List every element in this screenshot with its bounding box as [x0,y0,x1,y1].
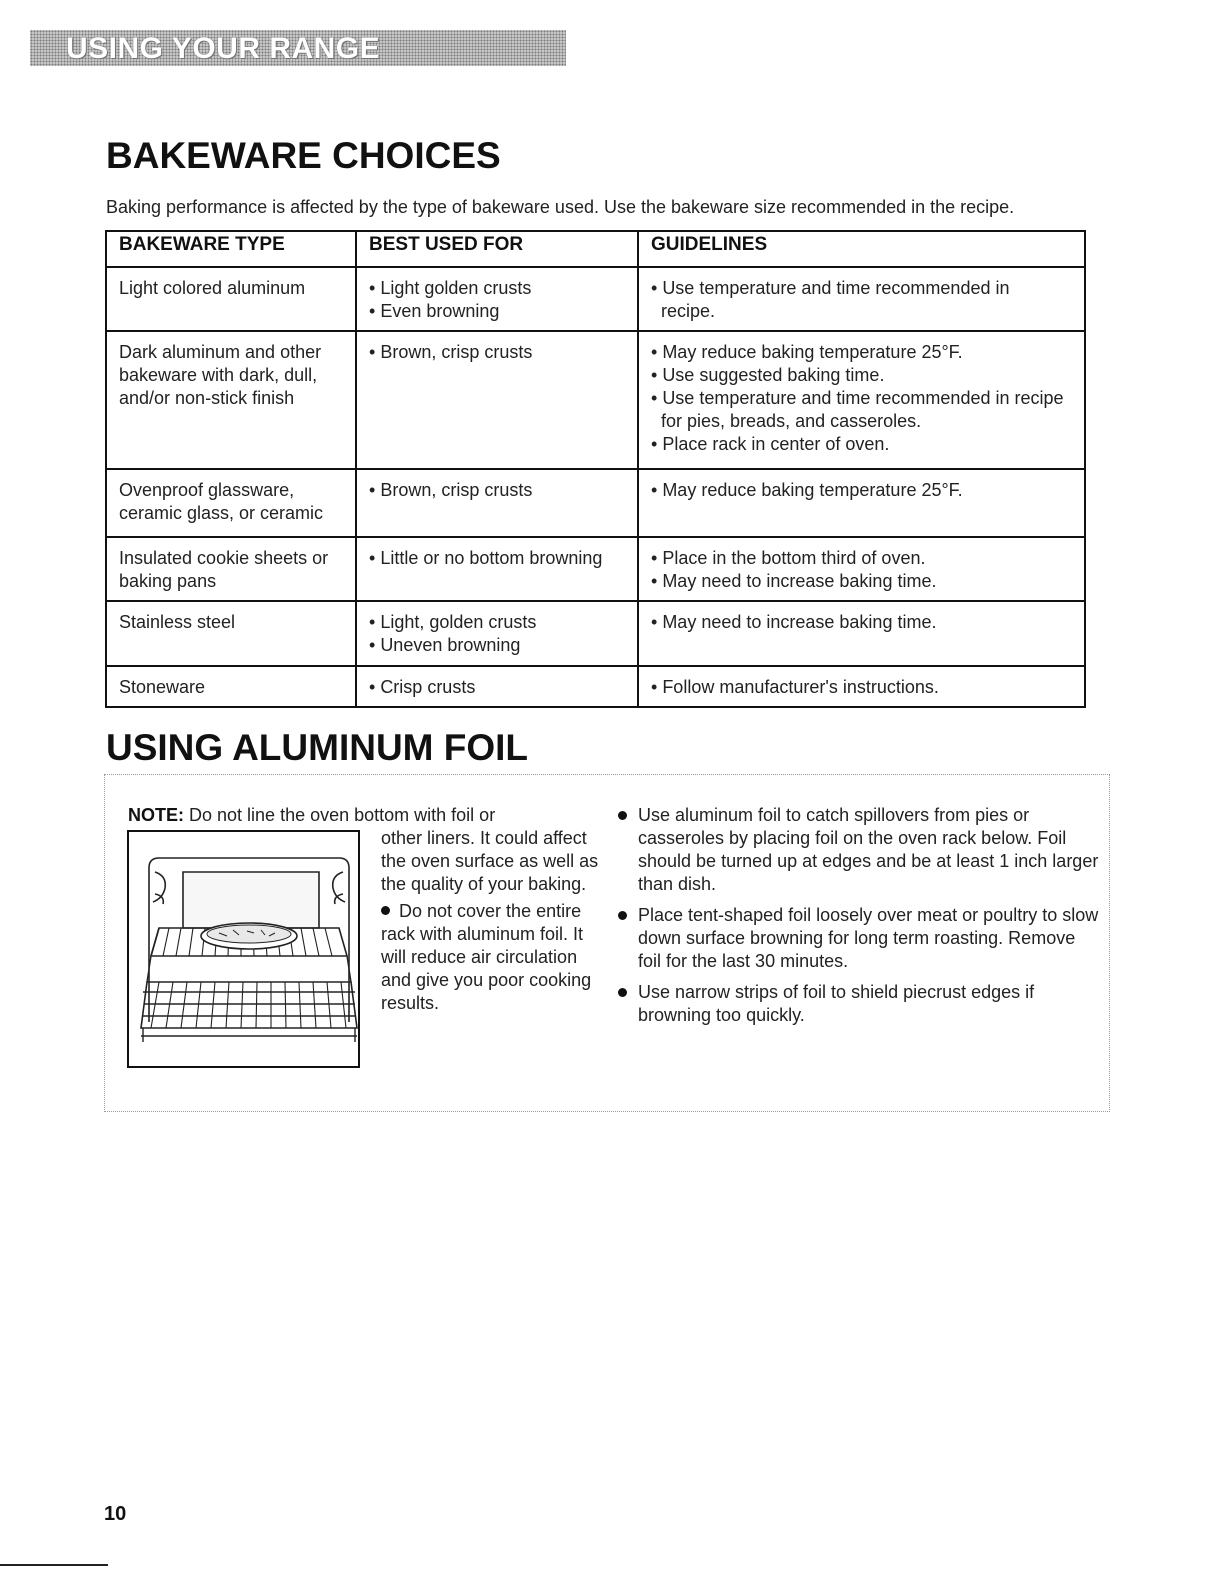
bottom-rule [0,1564,108,1566]
table-row [106,469,1085,537]
oven-rack-illustration [127,830,360,1068]
cell-guidelines [638,267,1085,331]
foil-note [128,804,495,827]
list-item: • Place in the bottom third of oven. [651,548,926,568]
list-item: • Use temperature and time recommended in recipe for pies, breads, and casseroles. [651,388,1064,431]
header-banner-text: USING YOUR RANGE [66,32,381,65]
list-item: • Even browning [369,301,500,321]
foil-note-continued [381,827,606,1015]
cell-bakeware-type: Insulated cookie sheets or baking pans [106,537,356,601]
foil-tips-list [618,804,1100,1035]
cell-best-used-for [356,331,638,469]
bakeware-table [105,230,1086,708]
bullet-dot-icon [618,911,627,920]
bullet-dot-icon [618,988,627,997]
list-item: • May reduce baking temperature 25°F. [651,342,963,362]
list-item: • May reduce baking temperature 25°F. [651,480,963,500]
list-item: • Place rack in center of oven. [651,434,890,454]
table-row [106,601,1085,666]
note-continuation: other liners. It could affect the oven surface as well as the quality of your baking. [381,828,599,894]
cell-bakeware-type: Stoneware [106,666,356,707]
cell-best-used-for [356,537,638,601]
oven-rack-drawing [129,832,358,1066]
table-row [106,267,1085,331]
list-item: • Little or no bottom browning [369,548,603,568]
list-item: • Uneven browning [369,635,521,655]
list-item: • Crisp crusts [369,677,476,697]
list-item: • Light golden crusts [369,278,532,298]
table-row [106,537,1085,601]
list-item: Use aluminum foil to catch spillovers from pies or casseroles by placing foil on the oven rack below. Foil should be turned up at edges and be at least 1 inch larger than dish. [618,804,1100,896]
bakeware-title: BAKEWARE CHOICES [106,135,501,176]
cell-best-used-for [356,666,638,707]
cell-guidelines [638,537,1085,601]
pie-illustration [201,923,297,949]
cell-bakeware-type: Light colored aluminum [106,267,356,331]
column-header-type: BAKEWARE TYPE [106,231,356,267]
table-row [106,331,1085,469]
cell-guidelines [638,469,1085,537]
list-item: • May need to increase baking time. [651,571,937,591]
column-header-guidelines: GUIDELINES [638,231,1085,267]
bullet-dot-icon [618,811,627,820]
list-item: • Light, golden crusts [369,612,537,632]
foil-title: USING ALUMINUM FOIL [106,727,529,768]
list-item: • Use suggested baking time. [651,365,885,385]
cell-guidelines [638,331,1085,469]
list-item: Place tent-shaped foil loosely over meat or poultry to slow down surface browning for long term roasting. Remove foil for the last 30 minutes. [618,904,1100,973]
bakeware-intro: Baking performance is affected by the type of bakeware used. Use the bakeware size recommended in the recipe. [106,197,1015,217]
cell-best-used-for [356,267,638,331]
cell-bakeware-type: Dark aluminum and other bakeware with dark, dull, and/or non-stick finish [106,331,356,469]
page-number: 10 [104,1503,127,1525]
list-item: • Brown, crisp crusts [369,342,533,362]
table-row [106,666,1085,707]
cell-bakeware-type: Ovenproof glassware, ceramic glass, or ceramic [106,469,356,537]
table-header-row [106,231,1085,267]
cell-guidelines [638,601,1085,666]
cell-best-used-for [356,469,638,537]
bullet-dot-icon [381,906,390,915]
list-item: • May need to increase baking time. [651,612,937,632]
cell-bakeware-type: Stainless steel [106,601,356,666]
list-item: • Use temperature and time recommended in recipe. [651,278,1010,321]
note-sub-bullet: Do not cover the entire rack with aluminum foil. It will reduce air circulation and give you poor cooking results. [381,901,592,1013]
cell-guidelines [638,666,1085,707]
note-first-line: Do not line the oven bottom with foil or [189,805,496,825]
list-item: • Follow manufacturer's instructions. [651,677,939,697]
list-item: Use narrow strips of foil to shield piecrust edges if browning too quickly. [618,981,1100,1027]
list-item: • Brown, crisp crusts [369,480,533,500]
note-label: NOTE: [128,805,184,825]
cell-best-used-for [356,601,638,666]
column-header-best: BEST USED FOR [356,231,638,267]
